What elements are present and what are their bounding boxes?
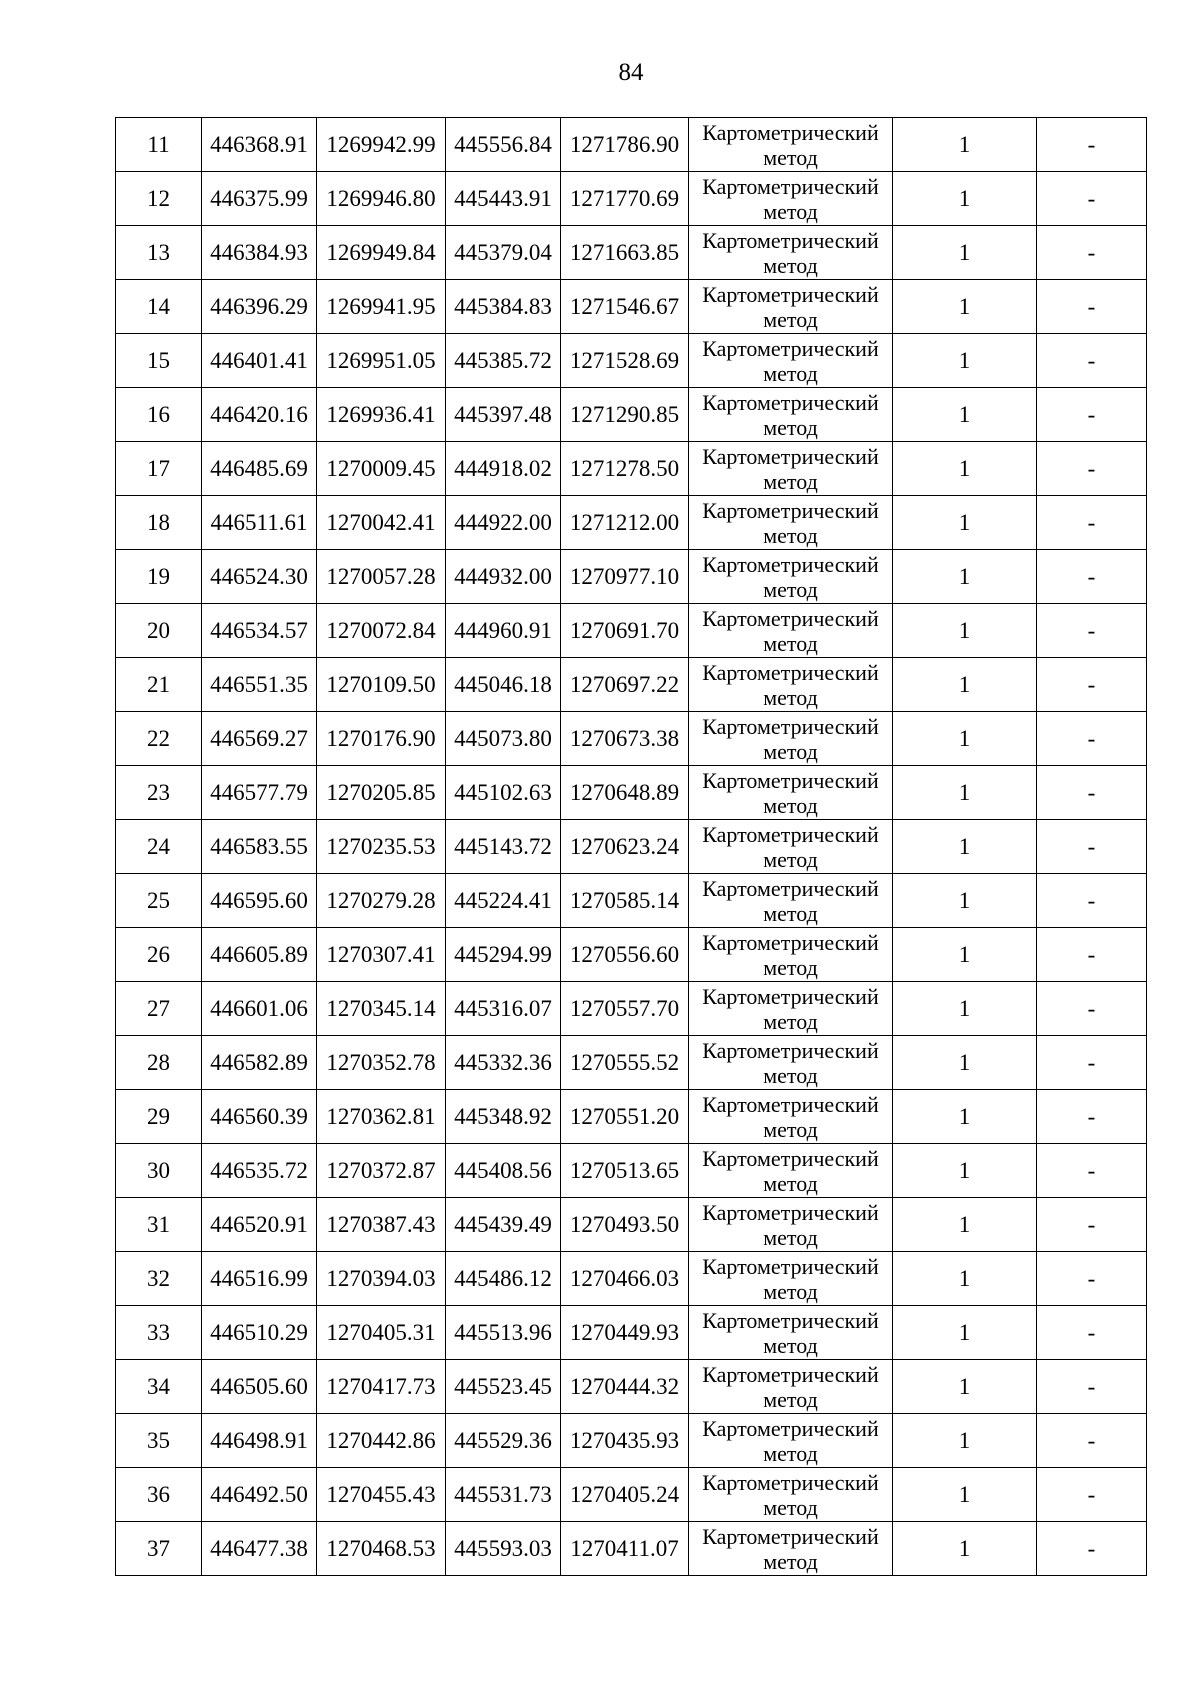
cell-method: Картометрический метод: [689, 442, 893, 496]
cell-precision: 1: [893, 982, 1037, 1036]
cell-method: Картометрический метод: [689, 1360, 893, 1414]
cell-x1: 446511.61: [202, 496, 317, 550]
cell-note: -: [1037, 172, 1147, 226]
cell-x1: 446520.91: [202, 1198, 317, 1252]
cell-y1: 1270372.87: [317, 1144, 446, 1198]
cell-precision: 1: [893, 1360, 1037, 1414]
cell-note: -: [1037, 118, 1147, 172]
cell-note: -: [1037, 928, 1147, 982]
cell-x1: 446396.29: [202, 280, 317, 334]
cell-point-number: 11: [116, 118, 202, 172]
cell-x1: 446601.06: [202, 982, 317, 1036]
cell-x2: 445294.99: [446, 928, 561, 982]
cell-method: Картометрический метод: [689, 874, 893, 928]
cell-x1: 446551.35: [202, 658, 317, 712]
cell-y1: 1270205.85: [317, 766, 446, 820]
cell-y1: 1270394.03: [317, 1252, 446, 1306]
cell-y1: 1269946.80: [317, 172, 446, 226]
cell-x1: 446505.60: [202, 1360, 317, 1414]
cell-y1: 1270235.53: [317, 820, 446, 874]
table-row: [116, 874, 1147, 928]
cell-y1: 1270468.53: [317, 1522, 446, 1576]
cell-point-number: 31: [116, 1198, 202, 1252]
cell-note: -: [1037, 712, 1147, 766]
cell-x2: 445439.49: [446, 1198, 561, 1252]
table-row: [116, 442, 1147, 496]
cell-x2: 445332.36: [446, 1036, 561, 1090]
cell-y1: 1270057.28: [317, 550, 446, 604]
cell-y1: 1269949.84: [317, 226, 446, 280]
cell-x2: 445385.72: [446, 334, 561, 388]
cell-note: -: [1037, 766, 1147, 820]
cell-y2: 1271278.50: [561, 442, 689, 496]
cell-method: Картометрический метод: [689, 658, 893, 712]
cell-x2: 445523.45: [446, 1360, 561, 1414]
cell-y2: 1271770.69: [561, 172, 689, 226]
cell-y1: 1269936.41: [317, 388, 446, 442]
cell-method: Картометрический метод: [689, 766, 893, 820]
cell-method: Картометрический метод: [689, 1414, 893, 1468]
table-row: [116, 1414, 1147, 1468]
table-row: [116, 766, 1147, 820]
cell-point-number: 20: [116, 604, 202, 658]
cell-x1: 446498.91: [202, 1414, 317, 1468]
cell-precision: 1: [893, 1090, 1037, 1144]
cell-y2: 1270555.52: [561, 1036, 689, 1090]
cell-precision: 1: [893, 1144, 1037, 1198]
cell-x2: 445408.56: [446, 1144, 561, 1198]
cell-y2: 1271663.85: [561, 226, 689, 280]
cell-x2: 444922.00: [446, 496, 561, 550]
cell-y1: 1270042.41: [317, 496, 446, 550]
cell-y1: 1270345.14: [317, 982, 446, 1036]
table-row: [116, 1036, 1147, 1090]
cell-x1: 446368.91: [202, 118, 317, 172]
cell-x1: 446384.93: [202, 226, 317, 280]
cell-precision: 1: [893, 1306, 1037, 1360]
cell-y2: 1270691.70: [561, 604, 689, 658]
table-row: [116, 1522, 1147, 1576]
cell-method: Картометрический метод: [689, 1522, 893, 1576]
cell-x1: 446401.41: [202, 334, 317, 388]
cell-x2: 445556.84: [446, 118, 561, 172]
cell-precision: 1: [893, 820, 1037, 874]
cell-y2: 1271786.90: [561, 118, 689, 172]
cell-precision: 1: [893, 334, 1037, 388]
cell-x1: 446569.27: [202, 712, 317, 766]
table-row: [116, 334, 1147, 388]
table-row: [116, 1468, 1147, 1522]
cell-method: Картометрический метод: [689, 334, 893, 388]
cell-note: -: [1037, 1144, 1147, 1198]
cell-x2: 445486.12: [446, 1252, 561, 1306]
table-body: [116, 118, 1147, 1576]
cell-point-number: 14: [116, 280, 202, 334]
cell-y1: 1270352.78: [317, 1036, 446, 1090]
cell-y1: 1269942.99: [317, 118, 446, 172]
cell-method: Картометрический метод: [689, 712, 893, 766]
cell-method: Картометрический метод: [689, 928, 893, 982]
page-number: 84: [618, 59, 644, 86]
cell-method: Картометрический метод: [689, 1090, 893, 1144]
table-row: [116, 1198, 1147, 1252]
cell-x1: 446516.99: [202, 1252, 317, 1306]
cell-x1: 446524.30: [202, 550, 317, 604]
cell-precision: 1: [893, 1522, 1037, 1576]
cell-y2: 1271290.85: [561, 388, 689, 442]
cell-note: -: [1037, 1360, 1147, 1414]
cell-y1: 1269941.95: [317, 280, 446, 334]
cell-x2: 445384.83: [446, 280, 561, 334]
cell-y1: 1270442.86: [317, 1414, 446, 1468]
table-row: [116, 226, 1147, 280]
cell-y2: 1270435.93: [561, 1414, 689, 1468]
cell-y2: 1270449.93: [561, 1306, 689, 1360]
cell-y1: 1270307.41: [317, 928, 446, 982]
cell-method: Картометрический метод: [689, 118, 893, 172]
cell-note: -: [1037, 496, 1147, 550]
cell-point-number: 19: [116, 550, 202, 604]
cell-note: -: [1037, 226, 1147, 280]
cell-precision: 1: [893, 1198, 1037, 1252]
cell-y1: 1269951.05: [317, 334, 446, 388]
cell-y2: 1270585.14: [561, 874, 689, 928]
cell-x2: 445529.36: [446, 1414, 561, 1468]
cell-x1: 446534.57: [202, 604, 317, 658]
cell-point-number: 34: [116, 1360, 202, 1414]
cell-note: -: [1037, 982, 1147, 1036]
cell-x1: 446577.79: [202, 766, 317, 820]
cell-x2: 445143.72: [446, 820, 561, 874]
cell-method: Картометрический метод: [689, 226, 893, 280]
cell-note: -: [1037, 820, 1147, 874]
cell-y2: 1271546.67: [561, 280, 689, 334]
table-row: [116, 496, 1147, 550]
cell-y2: 1270551.20: [561, 1090, 689, 1144]
cell-point-number: 18: [116, 496, 202, 550]
cell-note: -: [1037, 550, 1147, 604]
cell-point-number: 32: [116, 1252, 202, 1306]
cell-precision: 1: [893, 1252, 1037, 1306]
cell-y2: 1270697.22: [561, 658, 689, 712]
cell-x2: 444960.91: [446, 604, 561, 658]
cell-note: -: [1037, 604, 1147, 658]
cell-note: -: [1037, 1414, 1147, 1468]
cell-x2: 445102.63: [446, 766, 561, 820]
cell-precision: 1: [893, 280, 1037, 334]
coordinates-table: [115, 117, 1147, 1576]
cell-method: Картометрический метод: [689, 280, 893, 334]
cell-x1: 446560.39: [202, 1090, 317, 1144]
cell-y2: 1270405.24: [561, 1468, 689, 1522]
cell-note: -: [1037, 1090, 1147, 1144]
table-row: [116, 1252, 1147, 1306]
cell-x1: 446485.69: [202, 442, 317, 496]
cell-point-number: 22: [116, 712, 202, 766]
cell-x2: 445073.80: [446, 712, 561, 766]
table-row: [116, 118, 1147, 172]
table-row: [116, 172, 1147, 226]
table-row: [116, 1144, 1147, 1198]
cell-y2: 1270466.03: [561, 1252, 689, 1306]
table-row: [116, 1090, 1147, 1144]
cell-point-number: 25: [116, 874, 202, 928]
cell-note: -: [1037, 1306, 1147, 1360]
cell-y1: 1270109.50: [317, 658, 446, 712]
cell-precision: 1: [893, 1414, 1037, 1468]
cell-method: Картометрический метод: [689, 1198, 893, 1252]
cell-y2: 1271212.00: [561, 496, 689, 550]
cell-point-number: 15: [116, 334, 202, 388]
cell-point-number: 24: [116, 820, 202, 874]
cell-precision: 1: [893, 550, 1037, 604]
cell-point-number: 23: [116, 766, 202, 820]
cell-method: Картометрический метод: [689, 1036, 893, 1090]
cell-x2: 444918.02: [446, 442, 561, 496]
cell-y1: 1270405.31: [317, 1306, 446, 1360]
cell-precision: 1: [893, 766, 1037, 820]
cell-precision: 1: [893, 1036, 1037, 1090]
cell-precision: 1: [893, 928, 1037, 982]
cell-method: Картометрический метод: [689, 388, 893, 442]
cell-y2: 1270513.65: [561, 1144, 689, 1198]
cell-method: Картометрический метод: [689, 496, 893, 550]
cell-x1: 446582.89: [202, 1036, 317, 1090]
table-row: [116, 1360, 1147, 1414]
cell-y2: 1270556.60: [561, 928, 689, 982]
cell-x1: 446510.29: [202, 1306, 317, 1360]
cell-x1: 446375.99: [202, 172, 317, 226]
cell-precision: 1: [893, 712, 1037, 766]
cell-x2: 445397.48: [446, 388, 561, 442]
cell-method: Картометрический метод: [689, 1252, 893, 1306]
cell-point-number: 13: [116, 226, 202, 280]
cell-y1: 1270417.73: [317, 1360, 446, 1414]
cell-precision: 1: [893, 226, 1037, 280]
cell-note: -: [1037, 280, 1147, 334]
cell-x2: 444932.00: [446, 550, 561, 604]
cell-note: -: [1037, 658, 1147, 712]
cell-y2: 1270977.10: [561, 550, 689, 604]
cell-point-number: 37: [116, 1522, 202, 1576]
cell-precision: 1: [893, 604, 1037, 658]
cell-x1: 446535.72: [202, 1144, 317, 1198]
cell-point-number: 27: [116, 982, 202, 1036]
cell-x2: 445593.03: [446, 1522, 561, 1576]
table-row: [116, 982, 1147, 1036]
cell-point-number: 26: [116, 928, 202, 982]
cell-y2: 1270673.38: [561, 712, 689, 766]
table-row: [116, 280, 1147, 334]
cell-x1: 446477.38: [202, 1522, 317, 1576]
cell-note: -: [1037, 388, 1147, 442]
cell-y1: 1270279.28: [317, 874, 446, 928]
cell-note: -: [1037, 1252, 1147, 1306]
cell-note: -: [1037, 442, 1147, 496]
table-row: [116, 550, 1147, 604]
cell-x1: 446420.16: [202, 388, 317, 442]
cell-x1: 446492.50: [202, 1468, 317, 1522]
cell-precision: 1: [893, 1468, 1037, 1522]
cell-note: -: [1037, 1198, 1147, 1252]
cell-point-number: 36: [116, 1468, 202, 1522]
table-row: [116, 820, 1147, 874]
cell-x2: 445348.92: [446, 1090, 561, 1144]
cell-precision: 1: [893, 388, 1037, 442]
cell-method: Картометрический метод: [689, 550, 893, 604]
cell-point-number: 28: [116, 1036, 202, 1090]
cell-y2: 1270557.70: [561, 982, 689, 1036]
cell-note: -: [1037, 334, 1147, 388]
cell-y1: 1270455.43: [317, 1468, 446, 1522]
cell-note: -: [1037, 1468, 1147, 1522]
cell-note: -: [1037, 1036, 1147, 1090]
cell-x2: 445531.73: [446, 1468, 561, 1522]
cell-precision: 1: [893, 874, 1037, 928]
cell-x2: 445379.04: [446, 226, 561, 280]
cell-precision: 1: [893, 496, 1037, 550]
cell-y1: 1270362.81: [317, 1090, 446, 1144]
cell-y2: 1270444.32: [561, 1360, 689, 1414]
cell-point-number: 29: [116, 1090, 202, 1144]
cell-precision: 1: [893, 118, 1037, 172]
cell-precision: 1: [893, 658, 1037, 712]
cell-method: Картометрический метод: [689, 820, 893, 874]
cell-x2: 445443.91: [446, 172, 561, 226]
cell-method: Картометрический метод: [689, 604, 893, 658]
table-row: [116, 712, 1147, 766]
cell-method: Картометрический метод: [689, 1306, 893, 1360]
cell-point-number: 33: [116, 1306, 202, 1360]
cell-x2: 445224.41: [446, 874, 561, 928]
cell-x1: 446595.60: [202, 874, 317, 928]
cell-note: -: [1037, 1522, 1147, 1576]
cell-x2: 445046.18: [446, 658, 561, 712]
cell-y1: 1270387.43: [317, 1198, 446, 1252]
cell-x1: 446583.55: [202, 820, 317, 874]
cell-y1: 1270072.84: [317, 604, 446, 658]
cell-y2: 1270648.89: [561, 766, 689, 820]
table-row: [116, 604, 1147, 658]
cell-y2: 1270411.07: [561, 1522, 689, 1576]
cell-y1: 1270009.45: [317, 442, 446, 496]
cell-x2: 445316.07: [446, 982, 561, 1036]
table-row: [116, 928, 1147, 982]
cell-x1: 446605.89: [202, 928, 317, 982]
table-row: [116, 388, 1147, 442]
cell-point-number: 12: [116, 172, 202, 226]
table-row: [116, 1306, 1147, 1360]
cell-point-number: 21: [116, 658, 202, 712]
cell-point-number: 16: [116, 388, 202, 442]
cell-method: Картометрический метод: [689, 1468, 893, 1522]
cell-point-number: 17: [116, 442, 202, 496]
cell-note: -: [1037, 874, 1147, 928]
cell-y2: 1270493.50: [561, 1198, 689, 1252]
cell-y1: 1270176.90: [317, 712, 446, 766]
cell-y2: 1271528.69: [561, 334, 689, 388]
table-row: [116, 658, 1147, 712]
cell-precision: 1: [893, 172, 1037, 226]
cell-precision: 1: [893, 442, 1037, 496]
cell-method: Картометрический метод: [689, 172, 893, 226]
cell-x2: 445513.96: [446, 1306, 561, 1360]
cell-y2: 1270623.24: [561, 820, 689, 874]
cell-method: Картометрический метод: [689, 1144, 893, 1198]
cell-method: Картометрический метод: [689, 982, 893, 1036]
cell-point-number: 35: [116, 1414, 202, 1468]
cell-point-number: 30: [116, 1144, 202, 1198]
